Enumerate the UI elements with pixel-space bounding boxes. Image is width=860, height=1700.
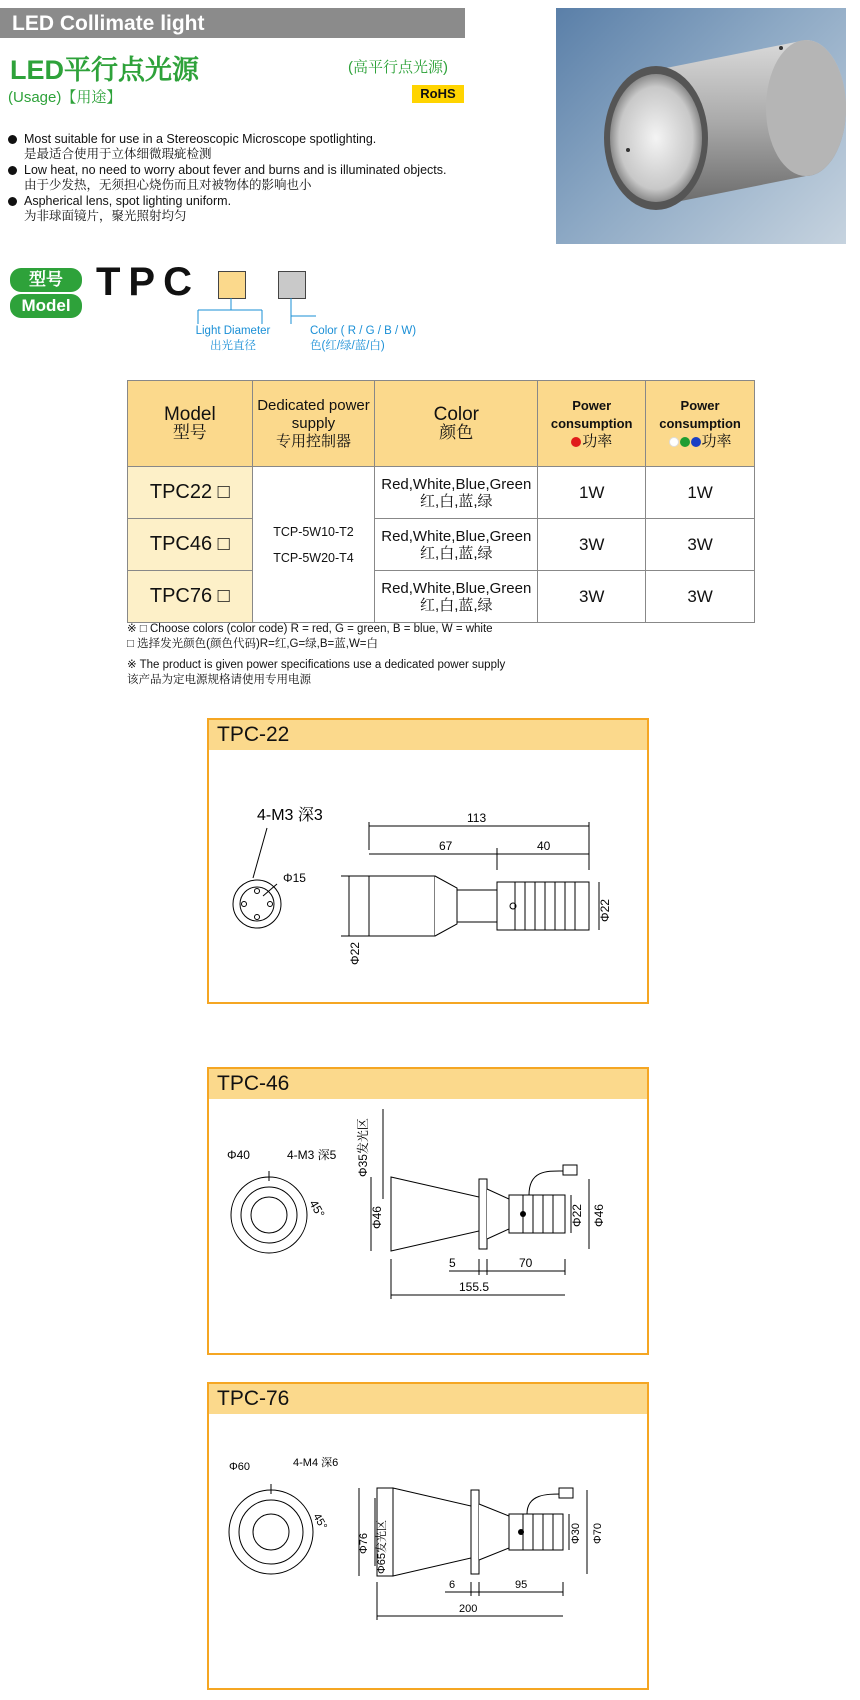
dim-a: 6 <box>449 1579 456 1591</box>
angle-label: 45° <box>306 1197 328 1221</box>
header-model: Model 型号 <box>128 381 253 467</box>
dim-head: 40 <box>537 839 551 853</box>
code-connector-lines <box>190 296 330 326</box>
feature-item: Most suitable for use in a Stereoscopic Microscope spotlighting. 是最适合使用于立体细微瑕疵检测 <box>8 132 488 162</box>
dim-body-dia: Φ76 <box>358 1532 370 1554</box>
color-label: Color ( R / G / B / W) 色(红/绿/蓝/白) <box>310 325 417 352</box>
blue-dot-icon <box>691 437 701 447</box>
category-title: LED Collimate light <box>12 12 205 35</box>
drawing-title: TPC-76 <box>209 1384 647 1414</box>
dim-total: 200 <box>459 1603 478 1615</box>
angle-label: 45° <box>310 1511 330 1532</box>
white-dot-icon <box>669 437 679 447</box>
face-dia-label: Φ60 <box>229 1461 251 1473</box>
dim-end-dia: Φ46 <box>592 1204 606 1227</box>
dim-total: 155.5 <box>459 1280 490 1294</box>
product-title-alt: (高平行点光源) <box>348 59 448 76</box>
rohs-badge: RoHS <box>412 85 464 103</box>
table-row: TPC46 □ Red,White,Blue,Green 红,白,蓝,绿 3W 3W <box>128 519 755 571</box>
color-code-box <box>278 271 306 299</box>
dim-body-dia: Φ22 <box>348 942 362 965</box>
feature-list <box>8 132 488 225</box>
diameter-label: Light Diameter 出光直径 <box>195 325 271 352</box>
header-power-other: Power consumption 功率 <box>646 381 755 467</box>
drawing-tpc22 <box>207 718 649 1004</box>
diameter-code-box <box>218 271 246 299</box>
dim-small-dia: Φ30 <box>570 1522 582 1544</box>
category-bar <box>0 8 465 38</box>
dim-total: 113 <box>467 811 487 825</box>
feature-item: Low heat, no need to worry about fever and burns and is illuminated objects. 由于少发热，无须担心烧伤而且对被物体的影响也小 <box>8 163 488 193</box>
dim-b: 70 <box>519 1256 533 1270</box>
note-line: ※ The product is given power specifications use a dedicated power supply <box>127 659 506 671</box>
dim-head-dia: Φ22 <box>598 899 612 922</box>
model-tag <box>10 268 82 320</box>
header-color: Color 颜色 <box>375 381 538 467</box>
bullet-icon <box>8 166 17 175</box>
face-dia-label: Φ15 <box>283 871 306 885</box>
bullet-icon <box>8 135 17 144</box>
drawing-title: TPC-22 <box>209 720 647 750</box>
face-dia-label: Φ40 <box>227 1148 250 1162</box>
table-row: TPC22 □ TCP-5W10-T2 TCP-5W20-T4 Red,White,Blue,Green 红,白,蓝,绿 1W 1W <box>128 467 755 519</box>
product-title: LED平行点光源 <box>10 55 199 85</box>
dim-body: 67 <box>439 839 453 853</box>
thread-label: 4-M3 深3 <box>257 807 323 824</box>
drawing-tpc76 <box>207 1382 649 1690</box>
dim-b: 95 <box>515 1579 528 1591</box>
note-line: 该产品为定电源规格请使用专用电源 <box>127 674 311 686</box>
dim-body-dia: Φ46 <box>370 1206 384 1229</box>
dim-end-dia: Φ70 <box>592 1522 604 1544</box>
emit-area-label: Φ35发光区 <box>356 1118 370 1177</box>
table-row: TPC76 □ Red,White,Blue,Green 红,白,蓝,绿 3W 3W <box>128 571 755 623</box>
header-power-red: Power consumption 功率 <box>538 381 646 467</box>
usage-label: (Usage)【用途】 <box>8 89 122 106</box>
dim-a: 5 <box>449 1256 456 1270</box>
drawing-tpc46 <box>207 1067 649 1355</box>
model-tag-zh: 型号 <box>10 268 82 292</box>
drawing-title: TPC-46 <box>209 1069 647 1099</box>
notes <box>127 622 505 688</box>
note-line: ※ □ Choose colors (color code) R = red, G = green, B = blue, W = white <box>127 623 493 635</box>
note-line: □ 选择发光颜色(颜色代码)R=红,G=绿,B=蓝,W=白 <box>127 638 379 650</box>
model-tag-en: Model <box>10 294 82 318</box>
feature-item: Aspherical lens, spot lighting uniform. 为非球面镜片，聚光照射均匀 <box>8 194 488 224</box>
red-dot-icon <box>571 437 581 447</box>
green-dot-icon <box>680 437 690 447</box>
emit-area-label: Φ65发光区 <box>376 1519 388 1574</box>
power-supply-cell: TCP-5W10-T2 TCP-5W20-T4 <box>252 467 375 623</box>
dim-small-dia: Φ22 <box>570 1204 584 1227</box>
thread-label: 4-M3 深5 <box>287 1148 337 1162</box>
spec-table <box>127 380 755 623</box>
thread-label: 4-M4 深6 <box>293 1457 339 1469</box>
product-photo <box>556 8 846 244</box>
header-power-supply: Dedicated power supply 专用控制器 <box>252 381 375 467</box>
bullet-icon <box>8 197 17 206</box>
model-prefix: TPC <box>96 260 200 304</box>
